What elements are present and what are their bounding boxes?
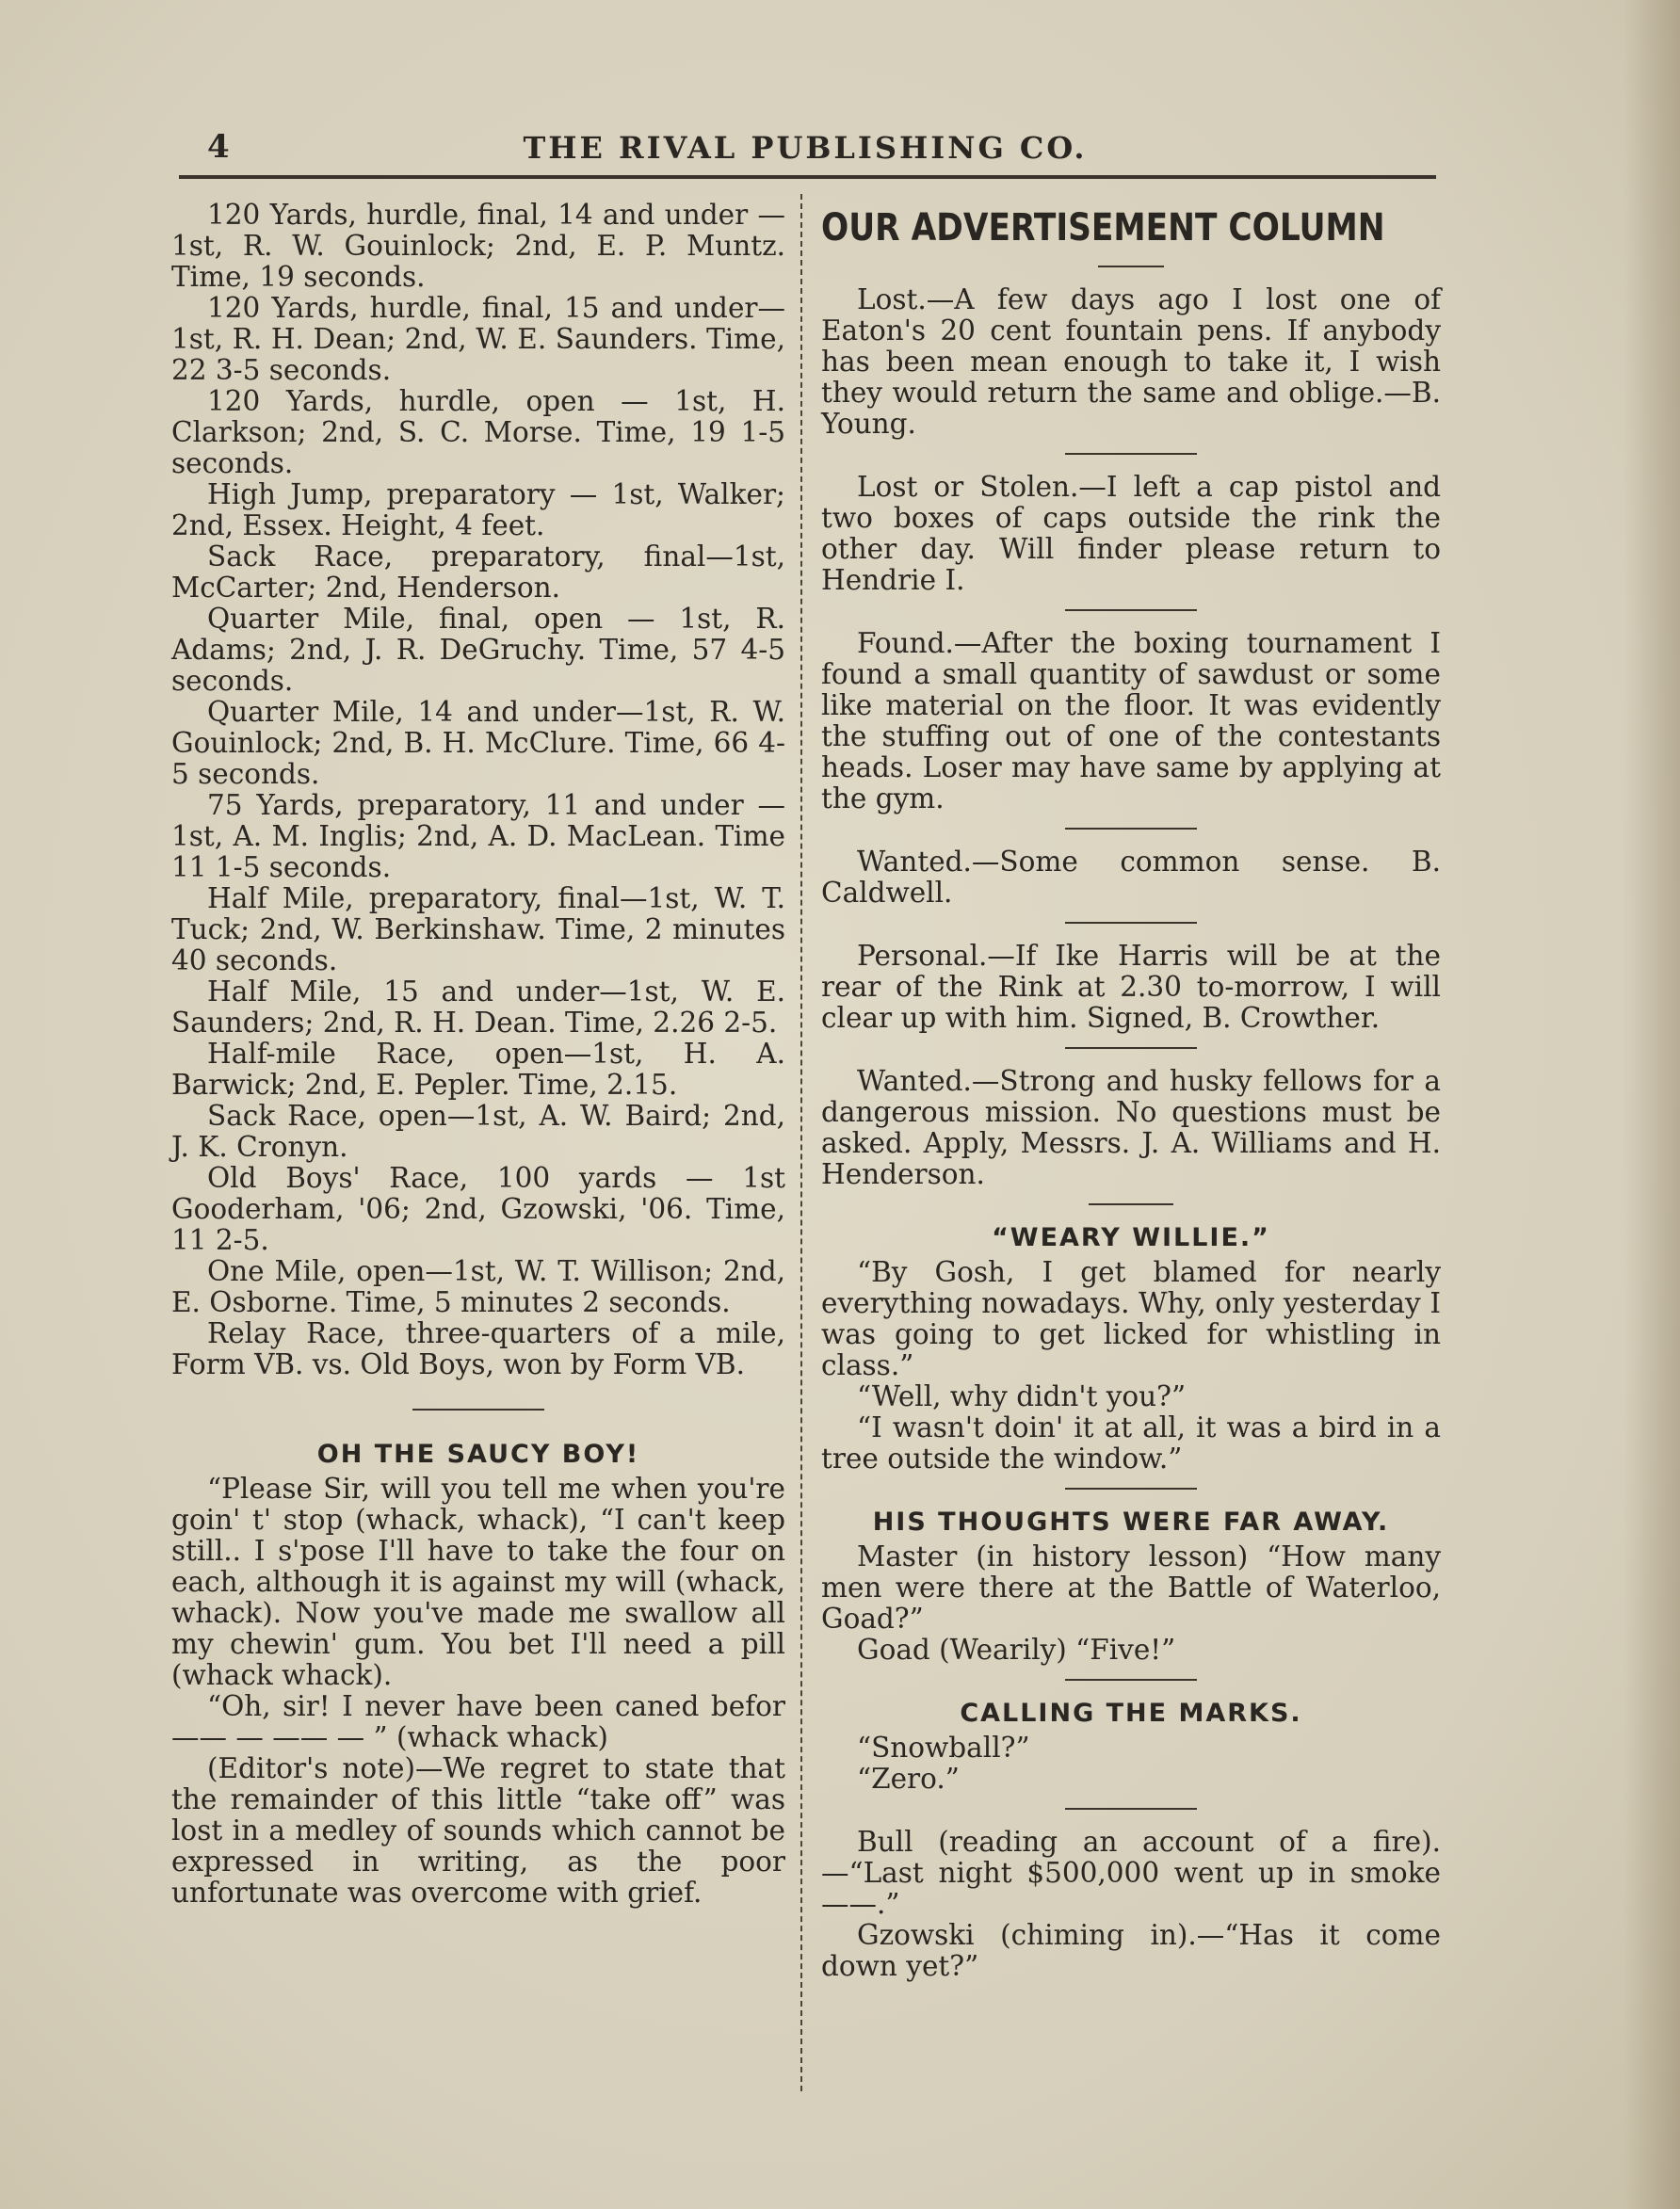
result-item: One Mile, open—1st, W. T. Willison; 2nd, E. Osborne. Time, 5 minutes 2 seconds.	[171, 1255, 785, 1318]
result-item: 120 Yards, hurdle, final, 15 and under—1st, R. H. Dean; 2nd, W. E. Saunders. Time, 22 3-5 seconds.	[171, 292, 785, 386]
result-item: Half Mile, preparatory, final—1st, W. T. Tuck; 2nd, W. Berkinshaw. Time, 2 minutes 40 seconds.	[171, 882, 785, 976]
advertisement-heading: OUR ADVERTISEMENT COLUMN	[821, 206, 1385, 250]
result-item: 120 Yards, hurdle, final, 14 and under —1st, R. W. Gouinlock; 2nd, E. P. Muntz. Time, 19 seconds.	[171, 199, 785, 293]
result-item: High Jump, preparatory — 1st, Walker; 2nd, Essex. Height, 4 feet.	[171, 478, 785, 541]
bull-paragraph: Bull (reading an account of a fire). —“Last night $500,000 went up in smoke——.”	[821, 1826, 1441, 1920]
result-item: Half Mile, 15 and under—1st, W. E. Saunders; 2nd, R. H. Dean. Time, 2.26 2-5.	[171, 976, 785, 1039]
weary-willie-paragraph: “By Gosh, I get blamed for nearly everything nowadays. Why, only yesterday I was going to get licked for whistling in class.”	[821, 1256, 1441, 1381]
header-rule	[179, 175, 1436, 179]
thoughts-paragraph: Master (in history lesson) “How many men were there at the Battle of Waterloo, Goad?”	[821, 1540, 1441, 1635]
section-rule	[1098, 266, 1164, 267]
left-column	[171, 200, 785, 1909]
weary-willie-heading: “WEARY WILLIE.”	[992, 1223, 1270, 1252]
page-number: 4	[207, 128, 230, 166]
result-item: Quarter Mile, 14 and under—1st, R. W. Gouinlock; 2nd, B. H. McClure. Time, 66 4-5 seconds.	[171, 696, 785, 790]
saucy-boy-heading: OH THE SAUCY BOY!	[316, 1440, 640, 1469]
saucy-boy-paragraph: “Oh, sir! I never have been caned befor—— — —— — ” (whack whack)	[171, 1690, 785, 1753]
ad-item: Personal.—If Ike Harris will be at the rear of the Rink at 2.30 to-morrow, I will clear up with him. Signed, B. Crowther.	[821, 940, 1441, 1034]
section-rule	[1089, 1203, 1173, 1205]
weary-willie-paragraph: “Well, why didn't you?”	[857, 1380, 1187, 1412]
bull-paragraph: Gzowski (chiming in).—“Has it come down yet?”	[821, 1919, 1441, 1982]
ad-item: Lost or Stolen.—I left a cap pistol and two boxes of caps outside the rink the other day. Will finder please return to Hendrie I.	[821, 471, 1441, 596]
section-rule	[1065, 1808, 1197, 1810]
calling-marks-paragraph: “Zero.”	[857, 1763, 960, 1795]
section-rule	[1065, 1488, 1197, 1490]
ad-item: Wanted.—Some common sense. B. Caldwell.	[821, 846, 1441, 909]
ad-item: Found.—After the boxing tournament I found a small quantity of sawdust or some like material on the floor. It was evidently the stuffing out of one of the contestants heads. Loser may have same by applying at the gym.	[821, 627, 1441, 814]
result-item: Sack Race, open—1st, A. W. Baird; 2nd, J. K. Cronyn.	[171, 1100, 785, 1163]
thoughts-heading: HIS THOUGHTS WERE FAR AWAY.	[872, 1508, 1390, 1537]
result-item: Old Boys' Race, 100 yards — 1st Gooderham, '06; 2nd, Gzowski, '06. Time, 11 2-5.	[171, 1162, 785, 1256]
section-rule	[1065, 453, 1197, 455]
section-rule	[1065, 828, 1197, 830]
section-rule	[1065, 1679, 1197, 1681]
page-header	[179, 128, 1431, 175]
page-edge-shadow	[1623, 0, 1680, 2209]
thoughts-paragraph: Goad (Wearily) “Five!”	[857, 1634, 1176, 1666]
running-head: THE RIVAL PUBLISHING CO.	[523, 130, 1088, 166]
right-column	[821, 203, 1441, 1982]
calling-marks-heading: CALLING THE MARKS.	[960, 1699, 1302, 1728]
section-rule	[1065, 609, 1197, 611]
result-item: Relay Race, three-quarters of a mile, Form VB. vs. Old Boys, won by Form VB.	[171, 1317, 785, 1380]
weary-willie-paragraph: “I wasn't doin' it at all, it was a bird in a tree outside the window.”	[821, 1411, 1441, 1475]
calling-marks-paragraph: “Snowball?”	[857, 1732, 1030, 1764]
result-item: 75 Yards, preparatory, 11 and under —1st, A. M. Inglis; 2nd, A. D. MacLean. Time 11 1-5 seconds.	[171, 789, 785, 883]
result-item: Half-mile Race, open—1st, H. A. Barwick; 2nd, E. Pepler. Time, 2.15.	[171, 1038, 785, 1101]
section-rule	[1065, 922, 1197, 924]
saucy-boy-paragraph: (Editor's note)—We regret to state that the remainder of this little “take off” was lost in a medley of sounds which cannot be expressed in writing, as the poor unfortunate was overcome with grief.	[171, 1752, 785, 1909]
result-item: 120 Yards, hurdle, open — 1st, H. Clarkson; 2nd, S. C. Morse. Time, 19 1-5 seconds.	[171, 385, 785, 479]
column-divider	[800, 194, 802, 2091]
section-rule	[1065, 1047, 1197, 1049]
result-item: Sack Race, preparatory, final—1st, McCarter; 2nd, Henderson.	[171, 540, 785, 604]
ad-item: Wanted.—Strong and husky fellows for a dangerous mission. No questions must be asked. Apply, Messrs. J. A. Williams and H. Henderson.	[821, 1065, 1441, 1190]
section-rule	[412, 1409, 544, 1411]
ad-item: Lost.—A few days ago I lost one of Eaton's 20 cent fountain pens. If anybody has been mean enough to take it, I wish they would return the same and oblige.—B. Young.	[821, 283, 1441, 440]
saucy-boy-paragraph: “Please Sir, will you tell me when you're goin' t' stop (whack, whack), “I can't keep still.. I s'pose I'll have to take the four on each, although it is against my will (whack, whack). Now you've made me swallow all my chewin' gum. You bet I'll need a pill (whack whack).	[171, 1473, 785, 1691]
result-item: Quarter Mile, final, open — 1st, R. Adams; 2nd, J. R. DeGruchy. Time, 57 4-5 seconds.	[171, 603, 785, 697]
